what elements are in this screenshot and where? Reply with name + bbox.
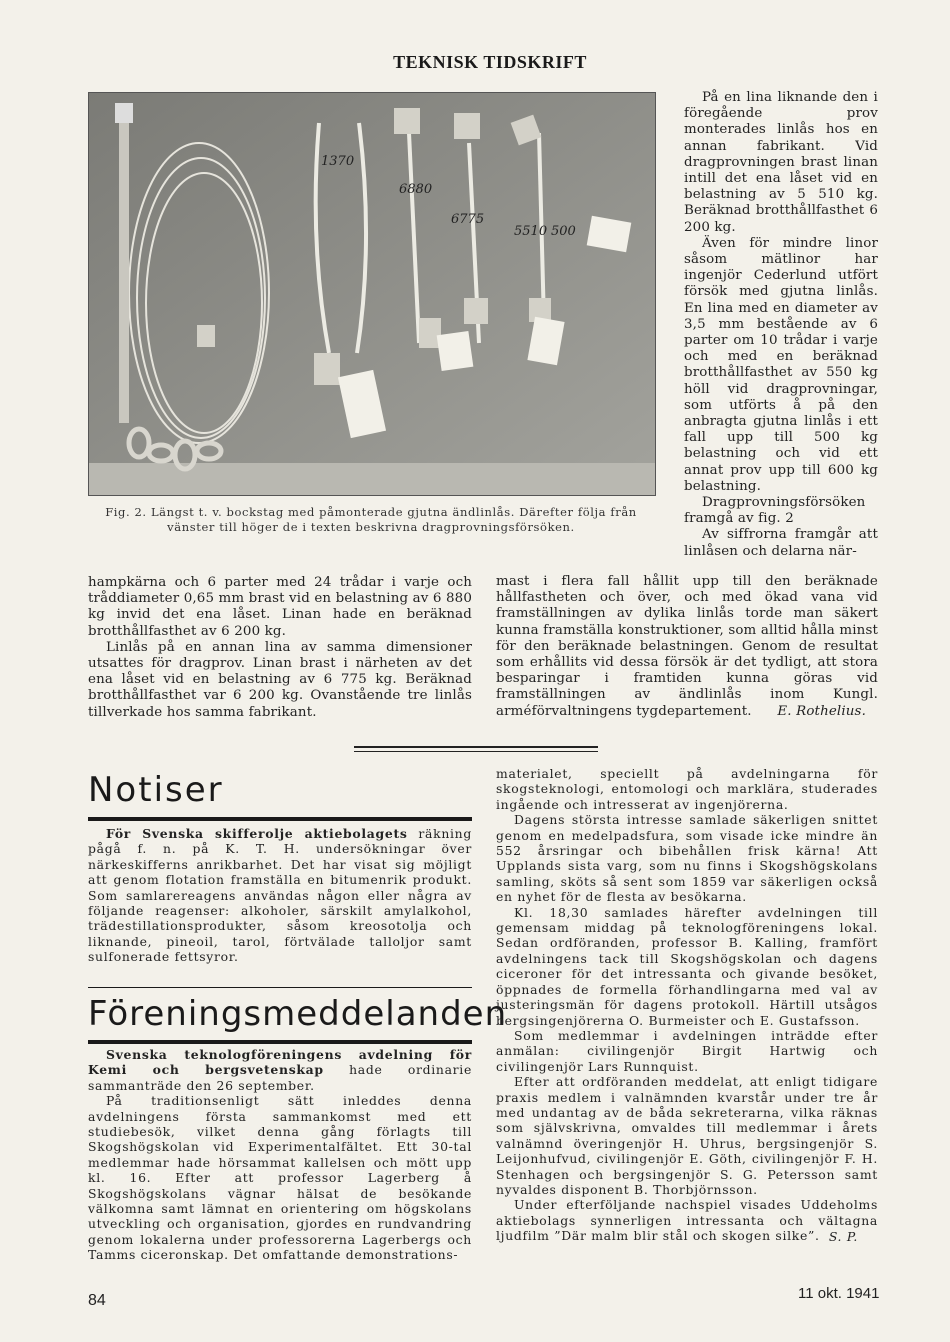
right-paragraph: På en lina liknande den i föregående prov monterades linlås hos en annan fabrikant. Vid dragprovningen brast linan intill det ena låset vid en belastning av 5 510 kg. Beräknad brotthållfasthet 6 200 kg. <box>684 90 878 235</box>
figure-tag-2: 6880 <box>399 182 433 197</box>
page-number: 84 <box>88 1292 106 1309</box>
right-column-top <box>684 90 878 560</box>
foreningsmeddelanden-heading: Föreningsmeddelanden <box>88 994 508 1034</box>
heading-rule <box>88 987 472 988</box>
right-lower-signature: S. P. <box>828 1228 858 1244</box>
figure-tag-1: 1370 <box>321 154 355 169</box>
right-lower-paragraph: Som medlemmar i avdelningen inträdde efter anmälan: civilingenjör Birgit Hartwig och civilingenjör Lars Runnquist. <box>496 1027 878 1074</box>
notiser-heading: Notiser <box>88 770 224 810</box>
figure-tag-5: 500 <box>551 224 576 239</box>
right-paragraph: Av siffrorna framgår att linlåsen och delarna när- <box>684 527 878 559</box>
right-lower-column <box>496 766 878 1244</box>
notiser-lead: För Svenska skifferolje aktiebolagets <box>106 826 408 841</box>
right-lower-paragraph: Under efterföljande nachspiel visades Uddeholms aktiebolags synnerligen intressanta och vältagna ljudfilm ”Där malm blir stål och skogen silke”. <box>496 1197 878 1244</box>
notiser-body <box>88 826 472 965</box>
masthead: TEKNISK TIDSKRIFT <box>393 52 587 72</box>
right-lower-paragraph: Dagens största intresse samlade säkerligen snittet genom en medelpadsfura, som visade icke mindre än 552 årsringar och bibehållen frisk kärna! Att Upplands sista varg, som nu finns i Skogshögskolans samling, sköts så sent som 1859 var säkerligen också en nyhet för de flesta av besökarna. <box>496 812 878 905</box>
left-column-article <box>88 575 472 721</box>
heading-rule <box>88 817 472 821</box>
left-paragraph: Linlås på en annan lina av samma dimensioner utsattes för dragprov. Linan brast i närheten av det ena låset vid en belastning av 6 775 kg. Beräknad brotthållfasthet var 6 200 kg. Ovanstående tre linlås tillverkade hos samma fabrikant. <box>88 639 472 720</box>
right-paragraph: Dragprovningsförsöken framgå av fig. 2 <box>684 495 866 527</box>
left-paragraph: hampkärna och 6 parter med 24 trådar i varje och tråddiameter 0,65 mm brast vid en belastning av 6 880 kg invid det ena låset. Linan hade en beräknad brotthållfasthet av 6 200 kg. <box>88 575 472 639</box>
foreningsmeddelanden-body <box>88 1047 472 1263</box>
figure-photo <box>88 92 656 496</box>
figure-caption: Fig. 2. Längst t. v. bockstag med påmonterade gjutna ändlinlås. Därefter följa från vänster till höger de i texten beskrivna dragprovningsförsöken. <box>105 505 637 534</box>
right-paragraph: Även för mindre linor såsom mätlinor har ingenjör Cederlund utfört försök med gjutna linlås. En lina med en diameter av 3,5 mm bestående av 6 parter om 10 trådar i varje och med en beräknad brotthållfasthet av 550 kg höll vid dragprovningar, som utförts å på den anbragta gjutna linlås i ett fall upp till 500 kg belastning och vid ett annat prov upp till 600 kg belastning. <box>684 235 878 494</box>
forening-lead-text: hade ordinarie sammanträde den 26 september. <box>88 1062 473 1093</box>
forening-lead: Svenska teknologföreningens avdelning för Kemi och bergsvetenskap <box>88 1047 472 1078</box>
figure-illustration <box>89 93 655 495</box>
forening-paragraph: På traditionsenligt sätt inleddes denna avdelningens första sammankomst med ett studiebesök, vilket denna gång förlagts till Skogshögskolan vid Experimentalfältet. Ett 30-tal medlemmar hade hörsammat kallelsen och mött upp kl. 16. Efter att professor Lagerberg å Skogshögskolans vägnar hälsat de besökande välkomna samt lämnat en orientering om högskolans utveckling och organisation, gjordes en rundvandring genom lokalerna under professorerna Lagerbergs och Tamms ciceronskap. Det omfattande demonstrations- <box>88 1093 472 1263</box>
figure-tag-3: 6775 <box>451 212 485 227</box>
issue-date: 11 okt. 1941 <box>798 1285 880 1302</box>
conclusion-paragraph: mast i flera fall hållit upp till den beräknade hållfastheten och över, och med ökad vana vid framställningen av dylika linlås torde man säkert kunna framställa konstruktioner, som alltid hålla minst för den beräknade belastningen. Genom de resultat som erhållits vid dessa försök är det tydligt, att stora besparingar i framtiden kunna göras vid framställningen av ändlinlås inom Kungl. arméförvaltningens tygdepartement. <box>496 574 878 719</box>
right-lower-paragraph: Kl. 18,30 samlades härefter avdelningen till gemensam middag på teknologföreningens lokal. Sedan ordföranden, professor B. Kalling, framfört avdelningens tack till Skogshögskolan och dagens ciceroner för det intressanta och givande besöket, öppnades de formella förhandlingarna med val av justeringsmän för dagens protokoll. Härtill utsågos bergsingenjörerna O. Burmeister och E. Gustafsson. <box>496 904 878 1028</box>
article-conclusion <box>496 574 878 720</box>
section-divider <box>354 746 598 748</box>
figure-tag-4: 5510 <box>514 224 548 239</box>
section-divider <box>354 751 598 752</box>
right-lower-paragraph: materialet, speciellt på avdelningarna för skogsteknologi, entomologi och marklära, studerades ingående och intresserat av ingenjörerna. <box>496 766 878 812</box>
heading-rule <box>88 1040 472 1044</box>
right-lower-paragraph: Efter att ordföranden meddelat, att enligt tidigare praxis medlem i valnämnden kvarstår under tre år med undantag av de båda sekreterarna, vilka räknas som självskrivna, omvaldes till medlemmar i årets valnämnd överingenjör H. Uhrus, bergsingenjör S. Leijonhufvud, civilingenjör E. Göth, civilingenjör F. H. Stenhagen och bergsingenjör S. G. Petersson samt nyvaldes disponent B. Thorbjörnsson. <box>496 1074 878 1197</box>
notiser-text: räkning pågå f. n. på K. T. H. undersökningar över närkeskifferns anrikbarhet. Det har visat sig möjligt att genom flotation framställa en bitumenrik produkt. Som samlarereagens användas någon eller några av följande reagenser: alkoholer, särskilt amylalkohol, trädestillationsprodukter, såsom kreosotolja och liknande, pineoil, tarol, förtvälade talloljor samt sulfonerade fettsyror. <box>88 826 472 965</box>
article-signature: E. Rothelius. <box>777 703 866 719</box>
